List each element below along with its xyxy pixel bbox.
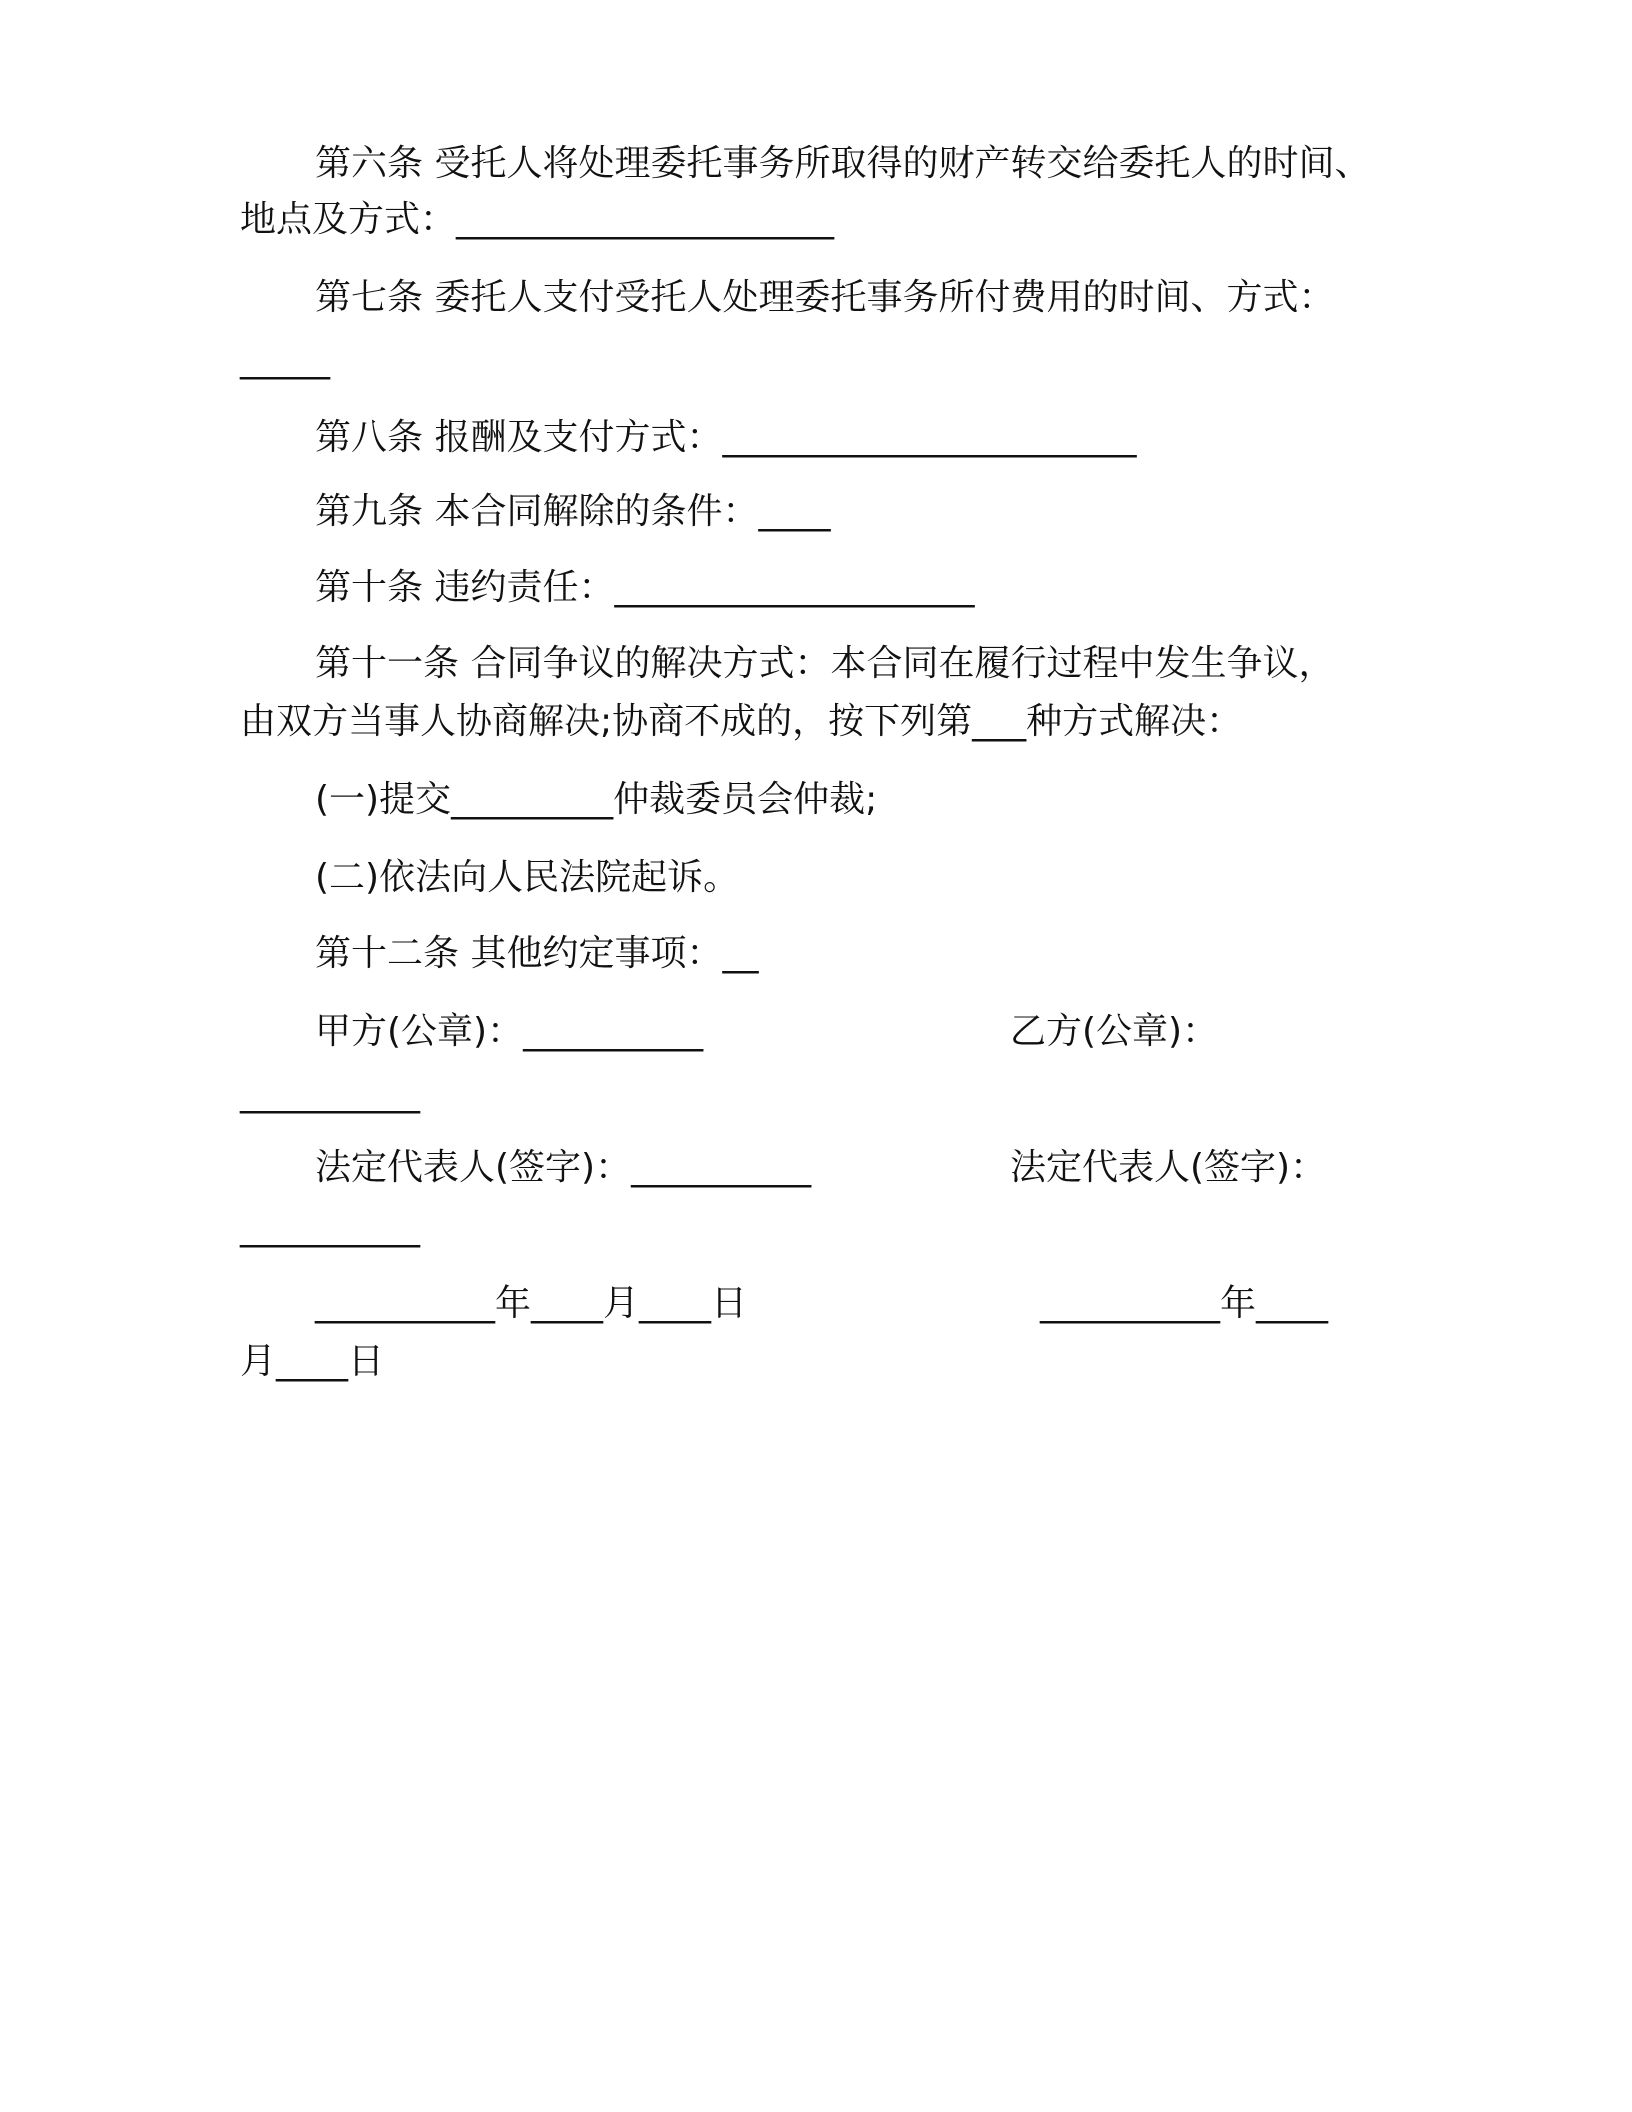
article-10: 第十条 违约责任：____________________ bbox=[315, 567, 975, 608]
party-b-seal: 乙方(公章)： bbox=[1010, 1011, 1219, 1052]
article-7-line-2: _____ bbox=[240, 339, 330, 380]
article-6-line-1: 第六条 受托人将处理委托事务所取得的财产转交给委托人的时间、 bbox=[315, 143, 1371, 184]
article-8: 第八条 报酬及支付方式：_______________________ bbox=[315, 417, 1137, 458]
article-11-option-1: (一)提交_________仲裁委员会仲裁; bbox=[315, 779, 878, 820]
article-7-line-1: 第七条 委托人支付受托人处理委托事务所付费用的时间、方式： bbox=[315, 277, 1335, 318]
article-11-line-1: 第十一条 合同争议的解决方式：本合同在履行过程中发生争议， bbox=[315, 643, 1335, 684]
party-b-date-line-2: 月____日 bbox=[240, 1341, 385, 1382]
party-b-date-line-1: __________年____ bbox=[1040, 1283, 1328, 1324]
party-b-representative-blank: __________ bbox=[240, 1207, 420, 1248]
party-b-representative: 法定代表人(签字)： bbox=[1010, 1147, 1327, 1188]
party-a-date: __________年____月____日 bbox=[315, 1283, 747, 1324]
article-6-line-2: 地点及方式：_____________________ bbox=[240, 199, 835, 240]
party-b-seal-blank: __________ bbox=[240, 1073, 420, 1114]
article-11-line-2: 由双方当事人协商解决;协商不成的，按下列第___种方式解决： bbox=[240, 701, 1243, 742]
party-a-seal: 甲方(公章)：__________ bbox=[315, 1011, 704, 1052]
article-9: 第九条 本合同解除的条件：____ bbox=[315, 491, 831, 532]
party-a-representative: 法定代表人(签字)：__________ bbox=[315, 1147, 812, 1188]
article-11-option-2: (二)依法向人民法院起诉。 bbox=[315, 857, 740, 898]
article-12: 第十二条 其他约定事项：__ bbox=[315, 933, 759, 974]
